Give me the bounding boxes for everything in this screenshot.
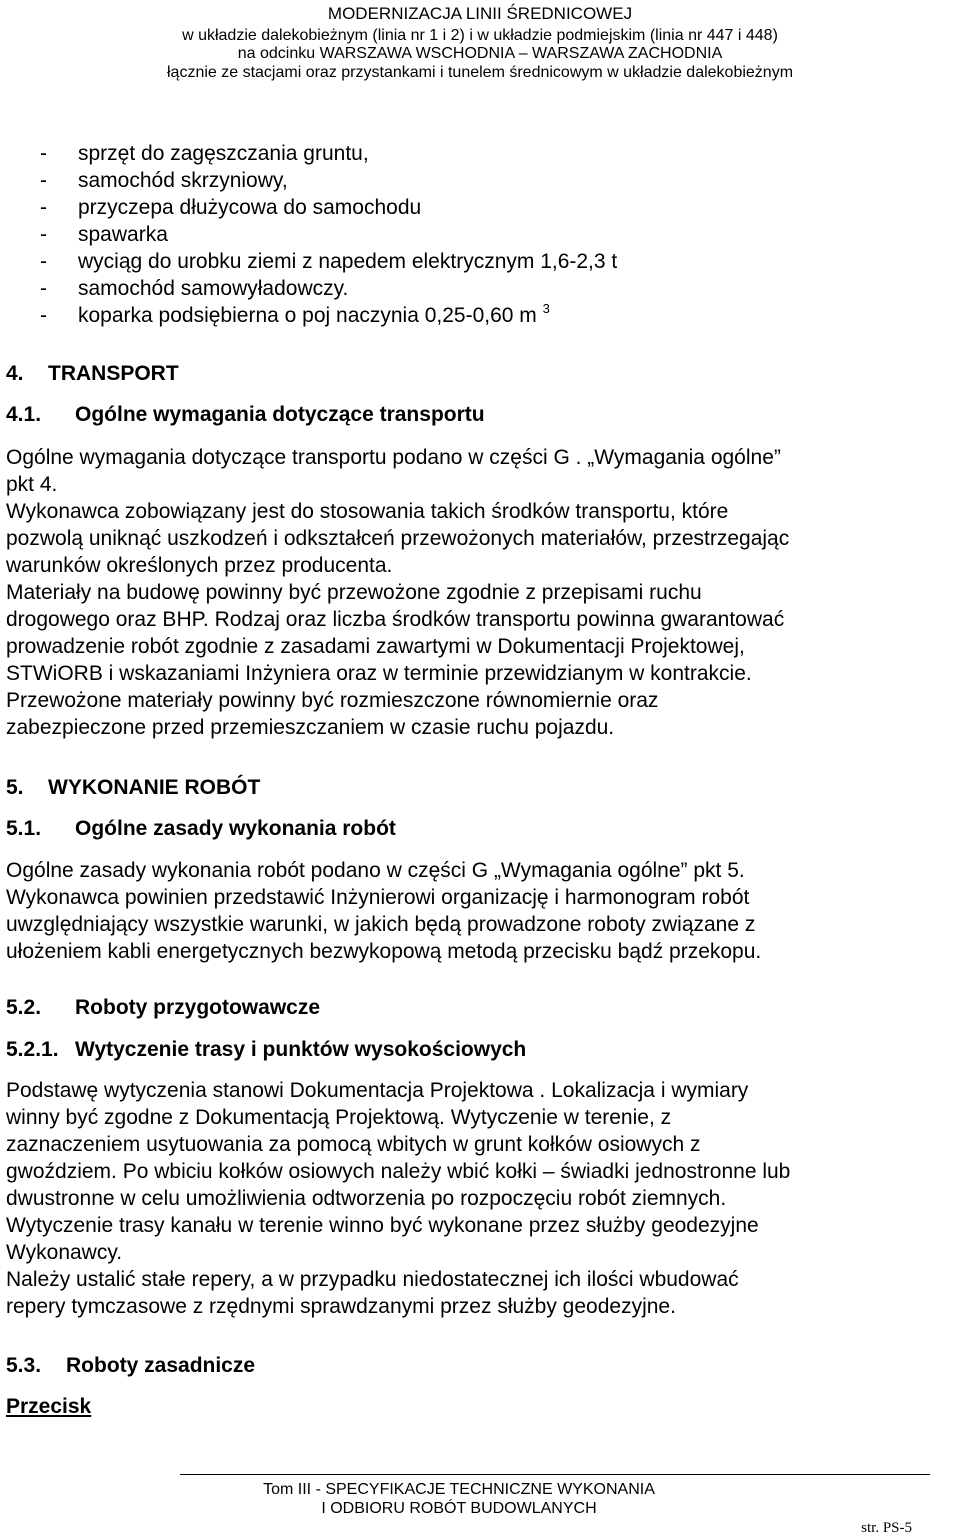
list-item xyxy=(40,140,617,167)
section-number: 5. xyxy=(6,776,24,799)
section-heading-4-1 xyxy=(6,401,485,429)
footer-line-2: I ODBIORU ROBÓT BUDOWLANYCH xyxy=(321,1500,597,1517)
section-number: 5.2. xyxy=(6,996,42,1019)
section-title: TRANSPORT xyxy=(48,362,179,385)
text-line: pkt 4. xyxy=(6,473,58,496)
text-line: Należy ustalić stałe repery, a w przypadku niedostatecznej ich ilości wbudować xyxy=(6,1268,739,1291)
list-item xyxy=(40,275,617,302)
text-line: repery tymczasowe z rzędnymi sprawdzanymi przez służby geodezyjne. xyxy=(6,1295,676,1318)
header-line-4: łącznie ze stacjami oraz przystankami i tunelem średnicowym w układzie dalekobieżnym xyxy=(166,64,794,81)
header-line-2: w układzie dalekobieżnym (linia nr 1 i 2) i w układzie podmiejskim (linia nr 447 i 448) xyxy=(182,27,778,44)
list-item-text: spawarka xyxy=(78,223,168,246)
text-line: Ogólne zasady wykonania robót podano w części G „Wymagania ogólne” pkt 5. xyxy=(6,859,745,882)
section-title: WYKONANIE ROBÓT xyxy=(48,776,261,799)
text-line: uwzględniający wszystkie warunki, w jakich będą prowadzone roboty związane z xyxy=(6,913,756,936)
paragraph-transport-ref xyxy=(6,444,946,498)
section-number: 4. xyxy=(6,362,24,385)
list-item xyxy=(40,194,617,221)
equipment-list xyxy=(40,140,617,329)
list-dash: - xyxy=(40,196,47,219)
footer-divider xyxy=(180,1474,930,1475)
text-line: STWiORB i wskazaniami Inżyniera oraz w terminie przewidzianym w kontrakcie. xyxy=(6,662,752,685)
paragraph-transport-requirements xyxy=(6,498,946,741)
list-item-text: wyciąg do urobku ziemi z napedem elektrycznym 1,6-2,3 t xyxy=(78,250,618,273)
text-line: zabezpieczone przed przemieszczaniem w czasie ruchu pojazdu. xyxy=(6,716,615,739)
text-line: zaznaczeniem usytuowania za pomocą wbitych w grunt kołków osiowych z xyxy=(6,1133,701,1156)
list-item-text: samochód samowyładowczy. xyxy=(78,277,349,300)
list-dash: - xyxy=(40,304,47,327)
section-title: Ogólne zasady wykonania robót xyxy=(75,817,396,840)
section-title: Wytyczenie trasy i punktów wysokościowych xyxy=(75,1038,527,1061)
list-dash: - xyxy=(40,142,47,165)
list-item-text: samochód skrzyniowy, xyxy=(78,169,288,192)
list-dash: - xyxy=(40,169,47,192)
page-number: str. PS-5 xyxy=(861,1520,912,1536)
section-title: Roboty przygotowawcze xyxy=(75,996,321,1019)
text-line: winny być zgodne z Dokumentacją Projektową. Wytyczenie w terenie, z xyxy=(6,1106,672,1129)
subheading-przecisk: Przecisk xyxy=(6,1395,92,1418)
section-heading-5 xyxy=(6,774,260,802)
footer-line-1: Tom III - SPECYFIKACJE TECHNICZNE WYKONANIA xyxy=(263,1481,655,1498)
text-line: Ogólne wymagania dotyczące transportu podano w części G . „Wymagania ogólne” xyxy=(6,446,781,469)
list-item-text: sprzęt do zagęszczania gruntu, xyxy=(78,142,369,165)
list-dash: - xyxy=(40,277,47,300)
section-number: 5.3. xyxy=(6,1354,42,1377)
section-heading-5-1 xyxy=(6,815,396,843)
section-heading-5-3 xyxy=(6,1352,255,1380)
paragraph-route-setting xyxy=(6,1077,946,1320)
text-line: drogowego oraz BHP. Rodzaj oraz liczba środków transportu powinna gwarantować xyxy=(6,608,785,631)
text-line: Wytyczenie trasy kanału w terenie winno być wykonane przez służby geodezyjne xyxy=(6,1214,759,1237)
list-dash: - xyxy=(40,223,47,246)
text-line: dwustronne w celu umożliwienia odtworzenia po rozpoczęciu robót ziemnych. xyxy=(6,1187,727,1210)
text-line: Podstawę wytyczenia stanowi Dokumentacja Projektowa . Lokalizacja i wymiary xyxy=(6,1079,749,1102)
list-item-text: przyczepa dłużycowa do samochodu xyxy=(78,196,422,219)
list-item xyxy=(40,167,617,194)
footer xyxy=(0,1480,918,1518)
section-heading-4 xyxy=(6,360,179,388)
text-line: ułożeniem kabli energetycznych bezwykopową metodą przecisku bądź przekopu. xyxy=(6,940,762,963)
section-heading-5-2 xyxy=(6,994,320,1022)
superscript: 3 xyxy=(542,301,550,316)
header-line-1: MODERNIZACJA LINII ŚREDNICOWEJ xyxy=(327,4,633,23)
list-item xyxy=(40,221,617,248)
section-title: Roboty zasadnicze xyxy=(66,1354,256,1377)
text-line: Wykonawcy. xyxy=(6,1241,123,1264)
section-title: Ogólne wymagania dotyczące transportu xyxy=(75,403,485,426)
header-line-3: na odcinku WARSZAWA WSCHODNIA – WARSZAWA ZACHODNIA xyxy=(237,45,723,62)
list-dash: - xyxy=(40,250,47,273)
text-line: gwoździem. Po wbiciu kołków osiowych należy wbić kołki – świadki jednostronne lub xyxy=(6,1160,791,1183)
text-line: pozwolą uniknąć uszkodzeń i odkształceń przewożonych materiałów, przestrzegając xyxy=(6,527,790,550)
section-number: 5.2.1. xyxy=(6,1038,59,1061)
text-line: Materiały na budowę powinny być przewożone zgodnie z przepisami ruchu xyxy=(6,581,702,604)
list-item-text: koparka podsiębierna o poj naczynia 0,25-0,60 m xyxy=(78,304,537,327)
text-line: warunków określonych przez producenta. xyxy=(6,554,393,577)
section-number: 4.1. xyxy=(6,403,42,426)
section-heading-5-2-1 xyxy=(6,1036,526,1064)
list-item xyxy=(40,248,617,275)
text-line: Wykonawca zobowiązany jest do stosowania takich środków transportu, które xyxy=(6,500,729,523)
paragraph-works-general xyxy=(6,857,946,965)
list-item xyxy=(40,302,617,329)
section-number: 5.1. xyxy=(6,817,42,840)
text-line: Wykonawca powinien przedstawić Inżynierowi organizację i harmonogram robót xyxy=(6,886,750,909)
text-line: Przewożone materiały powinny być rozmieszczone równomiernie oraz xyxy=(6,689,659,712)
text-line: prowadzenie robót zgodnie z zasadami zawartymi w Dokumentacji Projektowej, xyxy=(6,635,745,658)
